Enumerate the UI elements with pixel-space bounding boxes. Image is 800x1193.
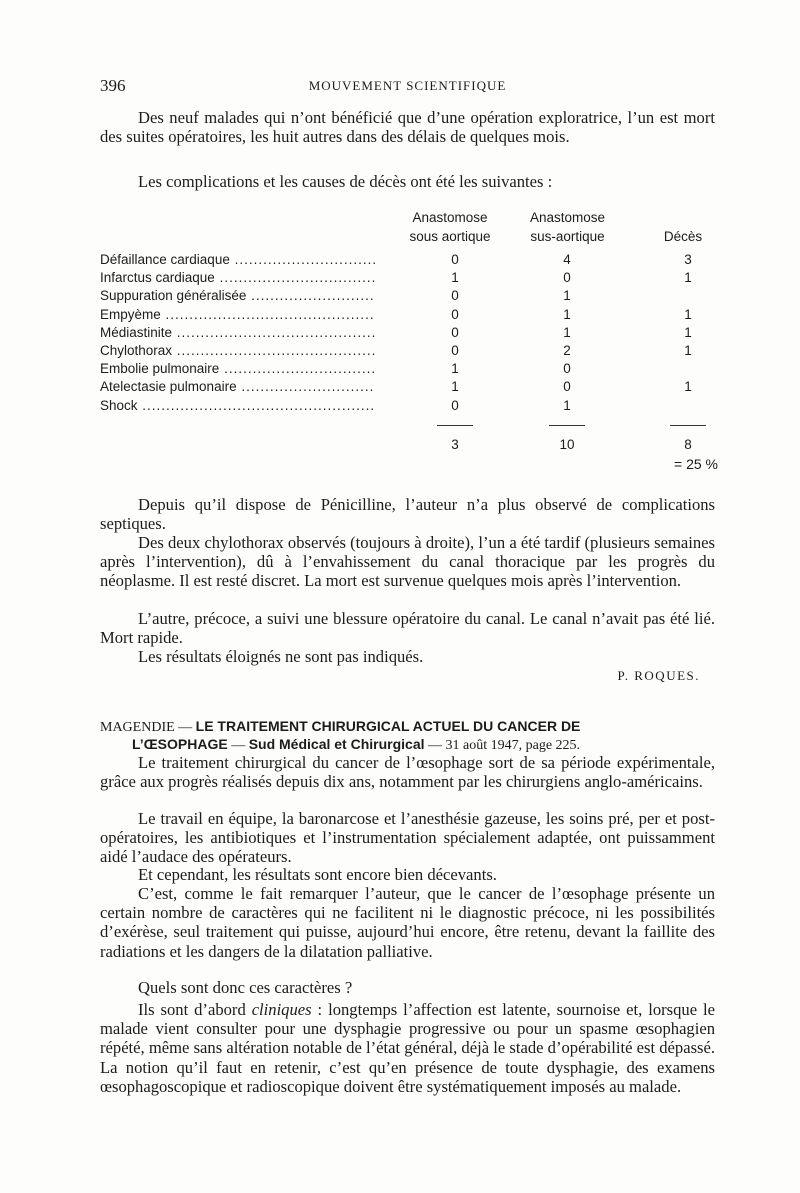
table-row [100,397,715,415]
cell-sous-aortique: 1 [451,379,459,395]
cell-sus-aortique: 4 [563,252,571,267]
paragraph-penicilline: Depuis qu’il dispose de Pénicilline, l’auteur n’a plus observé de complications septiques. [100,495,715,534]
total-rule-sous [437,425,473,426]
row-label: Infarctus cardiaque ..... [100,269,375,287]
cell-deces: 1 [684,342,692,358]
article-paragraph-2: Le travail en équipe, la baronarcose et l’anesthésie gazeuse, les soins pré, per et post-opératoires, les antibiotiques et l’instrumentation spécialement adaptée, ont puissamment aidé l’audace des opérateurs. [100,809,715,867]
cell-deces: 3 [684,252,692,267]
cell-sous-aortique: 0 [451,252,459,267]
cell-deces: 1 [684,324,692,340]
cell-sous-aortique: 0 [451,306,459,322]
article-journal: Sud Médical et Chirurgical [248,736,425,752]
column-header-sus-aortique [510,208,625,246]
cell-sus-aortique: 1 [563,288,571,304]
table-row [100,269,715,287]
column-header-sous-line1: Anastomose [412,210,488,225]
table-totals [100,425,718,475]
intro-paragraph-1: Des neuf malades qui n’ont bénéficié que d’une opération exploratrice, l’un est mort des suites opératoires, les huit autres dans des délais de quelques mois. [100,108,715,147]
cell-sous-aortique: 0 [451,397,459,413]
para6-italic-cliniques: cliniques [251,1000,312,1019]
paragraph-autre: L’autre, précoce, a suivi une blessure opératoire du canal. Le canal n’avait pas été lié. Mort rapide. [100,609,715,648]
cell-sous-aortique: 1 [451,361,459,377]
row-label: Médiastinite ..... [100,324,375,342]
paragraph-chylothorax: Des deux chylothorax observés (toujours à droite), l’un a été tardif (plusieurs semaines après l’intervention), dû à l’envahissement du canal thoracique par les progrès du néoplasme. Il est resté discret. La mort est survenue quelques mois après l’intervention. [100,533,715,591]
total-rule-sus [549,425,585,426]
cell-sous-aortique: 0 [451,288,459,304]
complications-table [100,251,715,415]
cell-sus-aortique: 1 [563,324,571,340]
row-label: Shock ..... [100,397,375,415]
cell-deces: 1 [684,379,692,395]
table-row [100,251,715,269]
cell-sus-aortique: 0 [563,361,571,377]
cell-deces: 1 [684,270,692,286]
column-header-sous-line2: sous aortique [409,229,491,244]
row-label: Embolie pulmonaire ..... [100,360,375,378]
article-date: — 31 août 1947, page 225. [424,738,581,753]
article-paragraph-3: Et cependant, les résultats sont encore bien décevants. [138,865,497,884]
row-label: Suppuration généralisée ..... [100,287,375,305]
cell-sous-aortique: 1 [451,270,459,286]
row-label: Atelectasie pulmonaire ..... [100,378,375,396]
row-label: Chylothorax ..... [100,342,375,360]
cell-sus-aortique: 0 [563,270,571,286]
table-row [100,378,715,396]
article-heading [100,718,715,754]
total-rule-deces [670,425,706,426]
total-deces: 8 [684,437,692,452]
intro-paragraph-2: Les complications et les causes de décès ont été les suivantes : [138,172,553,191]
total-sus-aortique: 10 [559,437,575,452]
table-header [100,208,715,248]
para6-start: Ils sont d’abord [138,1000,252,1019]
paragraph-resultats: Les résultats éloignés ne sont pas indiqués. [138,647,424,666]
total-percent: = 25 % [674,456,718,472]
cell-sus-aortique: 1 [563,306,571,322]
article-title-line2: L’ŒSOPHAGE [132,736,228,752]
total-sous-aortique: 3 [451,437,459,452]
page-header [100,76,715,96]
article-author: MAGENDIE — [100,720,193,735]
article-dash: — [227,738,249,753]
table-row [100,287,715,305]
article-heading-line2 [100,736,715,754]
para6-rest: : longtemps l’affection est latente, sournoise et, lorsque le malade vient consulter pour une dysphagie progressive ou pour un spasme œsophagien répété, même sans altération notable de l’état général, déjà le stade d’opérabilité est dépassé. La notion qu’il faut en retenir, c’est qu’en présence de toute dysphagie, des examens œsophagoscopique et radioscopique doivent être systématiquement imposés au malade. [100,1000,715,1096]
article-paragraph-4: C’est, comme le fait remarquer l’auteur, que le cancer de l’œsophage présente un certain nombre de caractères qui ne facilitent ni le diagnostic précoce, ni les possibilités d’exérèse, seul traitement qui puisse, aujourd’hui encore, être retenu, devant la faillite des radiations et les dangers de la dilatation palliative. [100,884,715,961]
table-row [100,324,715,342]
cell-sus-aortique: 0 [563,379,571,395]
article-paragraph-6 [100,1000,715,1096]
running-head: MOUVEMENT SCIENTIFIQUE [308,78,507,93]
column-header-deces: Décès [663,229,703,244]
page-number: 396 [100,76,126,95]
author-signature: P. ROQUES. [617,668,700,683]
cell-sous-aortique: 0 [451,342,459,358]
column-header-sus-line2: sus-aortique [530,229,605,244]
cell-deces: 1 [684,306,692,322]
table-row [100,306,715,324]
column-header-sus-line1: Anastomose [529,210,606,225]
cell-sous-aortique: 0 [451,324,459,340]
cell-sus-aortique: 1 [563,397,571,413]
article-paragraph-5: Quels sont donc ces caractères ? [138,978,353,997]
article-paragraph-1: Le traitement chirurgical du cancer de l’œsophage sort de sa période expérimentale, grâce aux progrès réalisés depuis dix ans, notamment par les chirurgiens anglo-américains. [100,753,715,792]
row-label: Empyème ..... [100,306,375,324]
cell-sus-aortique: 2 [563,342,571,358]
row-label: Défaillance cardiaque ..... [100,251,375,269]
table-row [100,360,715,378]
table-row [100,342,715,360]
column-header-sous-aortique [395,208,505,246]
article-title-line1: LE TRAITEMENT CHIRURGICAL ACTUEL DU CANCER DE [195,718,581,734]
